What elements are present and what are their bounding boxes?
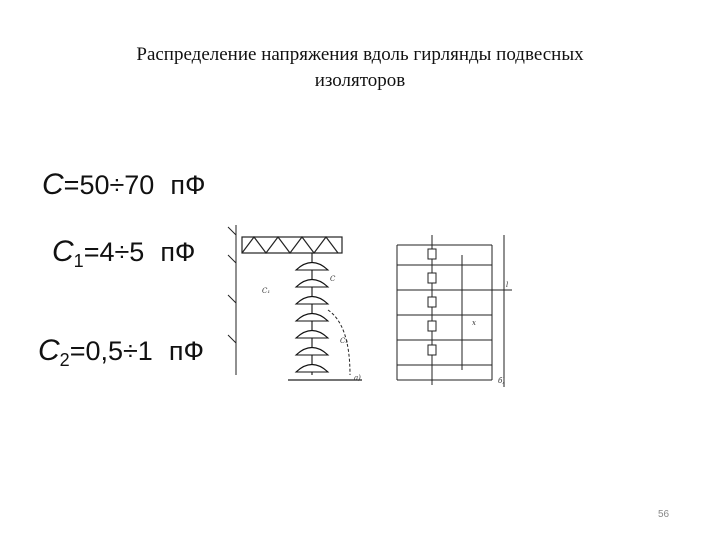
tower-wall xyxy=(228,225,236,375)
label-c2: C₂ xyxy=(340,337,349,345)
crossarm-truss xyxy=(242,237,342,253)
title-line-1: Распределение напряжения вдоль гирлянды подвесных xyxy=(136,44,584,65)
page-number: 56 xyxy=(658,509,670,520)
formula-symbol: C xyxy=(42,168,64,201)
formula-capacitance-c xyxy=(42,168,205,205)
formula-unit: пФ xyxy=(168,336,204,366)
formula-symbol: C xyxy=(52,235,74,268)
formula-value: =4÷5 xyxy=(83,237,145,267)
equivalent-circuit xyxy=(397,235,512,387)
formula-unit: пФ xyxy=(160,237,196,267)
formula-subscript: 1 xyxy=(73,251,84,271)
label-c: C xyxy=(330,275,336,283)
diagram-labels xyxy=(262,275,508,385)
formula-value: =0,5÷1 xyxy=(69,336,153,366)
label-a: а) xyxy=(354,374,361,382)
formula-subscript: 2 xyxy=(59,350,70,370)
formula-capacitance-c2 xyxy=(38,334,204,371)
formula-symbol: C xyxy=(38,334,60,367)
title-line-2: изоляторов xyxy=(314,70,406,91)
insulator-disks xyxy=(296,253,328,375)
label-x: x xyxy=(472,319,476,327)
formula-value: =50÷70 xyxy=(63,170,155,200)
formula-capacitance-c1 xyxy=(52,235,195,272)
formula-unit: пФ xyxy=(170,170,206,200)
label-l: l xyxy=(506,281,509,289)
label-c1: C₁ xyxy=(262,287,271,295)
insulator-string-diagram xyxy=(222,215,522,395)
label-b: б) xyxy=(498,377,506,385)
slide-title xyxy=(60,42,660,94)
